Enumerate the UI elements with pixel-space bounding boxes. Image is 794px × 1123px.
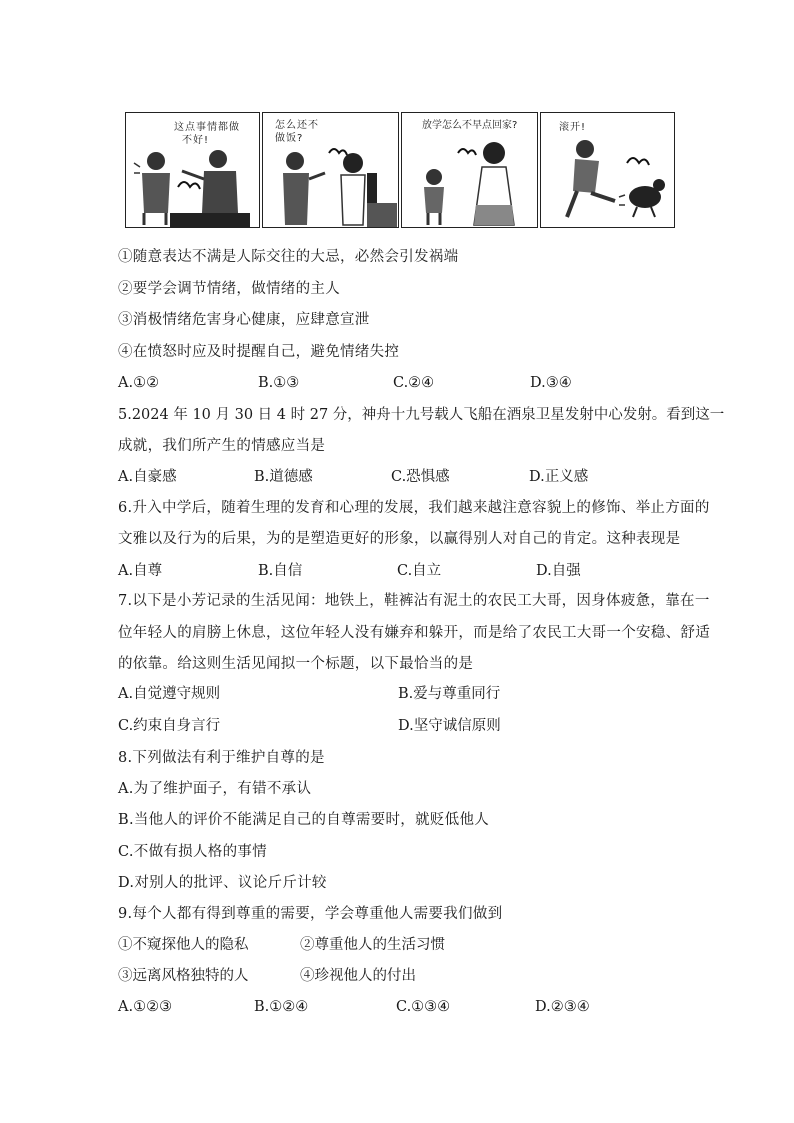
option-a[interactable]: A.自觉遵守规则	[118, 686, 221, 702]
comic-drawing-4	[541, 113, 675, 228]
question-7-stem-line-2: 位年轻人的肩膀上休息，这位年轻人没有嫌弃和躲开，而是给了农民工大哥一个安稳、舒适	[118, 625, 710, 641]
option-d[interactable]: D.坚守诚信原则	[398, 718, 501, 734]
question-7-stem-line-3: 的依靠。给这则生活见闻拟一个标题，以下最恰当的是	[118, 656, 474, 672]
option-c[interactable]: C.自立	[397, 563, 442, 579]
option-c[interactable]: C.不做有损人格的事情	[118, 844, 267, 860]
option-b[interactable]: B.道德感	[254, 469, 313, 485]
option-a[interactable]: A.为了维护面子，有错不承认	[118, 781, 312, 797]
option-a[interactable]: A.①②③	[118, 999, 173, 1015]
comic-drawing-3	[402, 113, 538, 228]
option-d[interactable]: D.③④	[530, 375, 572, 391]
option-b[interactable]: B.①②④	[254, 999, 309, 1015]
speech-bubble: 放学怎么不早点回家?	[422, 120, 518, 131]
bubble-line: 怎么还不	[275, 120, 319, 131]
question-6-stem-line-1: 6.升入中学后，随着生理的发育和心理的发展，我们越来越注意容貌上的修饰、举止方面的	[118, 500, 710, 516]
question-5-stem-line-2: 成就，我们所产生的情感应当是	[118, 438, 326, 454]
option-d[interactable]: D.②③④	[535, 999, 590, 1015]
bubble-line: 这点事情都做	[174, 122, 240, 133]
speech-bubble: 滚开!	[559, 122, 587, 133]
comic-panel-3	[401, 112, 538, 228]
question-7-stem-line-1: 7.以下是小芳记录的生活见闻：地铁上，鞋裤沾有泥土的农民工大哥，因身体疲惫，靠在一	[118, 593, 710, 609]
option-b[interactable]: B.自信	[258, 563, 303, 579]
comic-panel-2	[262, 112, 399, 228]
option-c[interactable]: C.约束自身言行	[118, 718, 221, 734]
statement-2: ②要学会调节情绪，做情绪的主人	[118, 281, 340, 297]
statement-1: ①不窥探他人的隐私	[118, 937, 249, 953]
comic-drawing-2	[263, 113, 399, 228]
comic-panel-4	[540, 112, 675, 228]
question-9-stem: 9.每个人都有得到尊重的需要，学会尊重他人需要我们做到	[118, 906, 503, 922]
option-d[interactable]: D.自强	[536, 563, 581, 579]
question-5-stem-line-1: 5.2024 年 10 月 30 日 4 时 27 分，神舟十九号载人飞船在酒泉卫星发射中心发射。看到这一	[118, 407, 725, 423]
option-c[interactable]: C.①③④	[396, 999, 451, 1015]
question-6-stem-line-2: 文雅以及行为的后果，为的是塑造更好的形象，以赢得别人对自己的肯定。这种表现是	[118, 531, 681, 547]
option-b[interactable]: B.①③	[258, 375, 300, 391]
statement-4: ④在愤怒时应及时提醒自己，避免情绪失控	[118, 344, 400, 360]
option-b[interactable]: B.爱与尊重同行	[398, 686, 501, 702]
bubble-line: 不好!	[182, 135, 210, 146]
statement-1: ①随意表达不满是人际交往的大忌，必然会引发祸端	[118, 249, 459, 265]
comic-panel-1	[125, 112, 260, 228]
statement-4: ④珍视他人的付出	[300, 968, 416, 984]
option-a[interactable]: A.自尊	[118, 563, 163, 579]
comic-drawing-1	[126, 113, 260, 228]
bubble-line: 做饭?	[275, 133, 304, 144]
option-b[interactable]: B.当他人的评价不能满足自己的自尊需要时，就贬低他人	[118, 812, 490, 828]
statement-3: ③消极情绪危害身心健康，应肆意宣泄	[118, 312, 370, 328]
option-a[interactable]: A.①②	[118, 375, 160, 391]
option-c[interactable]: C.恐惧感	[391, 469, 450, 485]
statement-2: ②尊重他人的生活习惯	[300, 937, 445, 953]
option-d[interactable]: D.正义感	[529, 469, 589, 485]
statement-3: ③远离风格独特的人	[118, 968, 249, 984]
option-a[interactable]: A.自豪感	[118, 469, 177, 485]
option-c[interactable]: C.②④	[393, 375, 435, 391]
comic-strip	[125, 112, 675, 228]
question-8-stem: 8.下列做法有利于维护自尊的是	[118, 750, 325, 766]
option-d[interactable]: D.对别人的批评、议论斤斤计较	[118, 875, 327, 891]
